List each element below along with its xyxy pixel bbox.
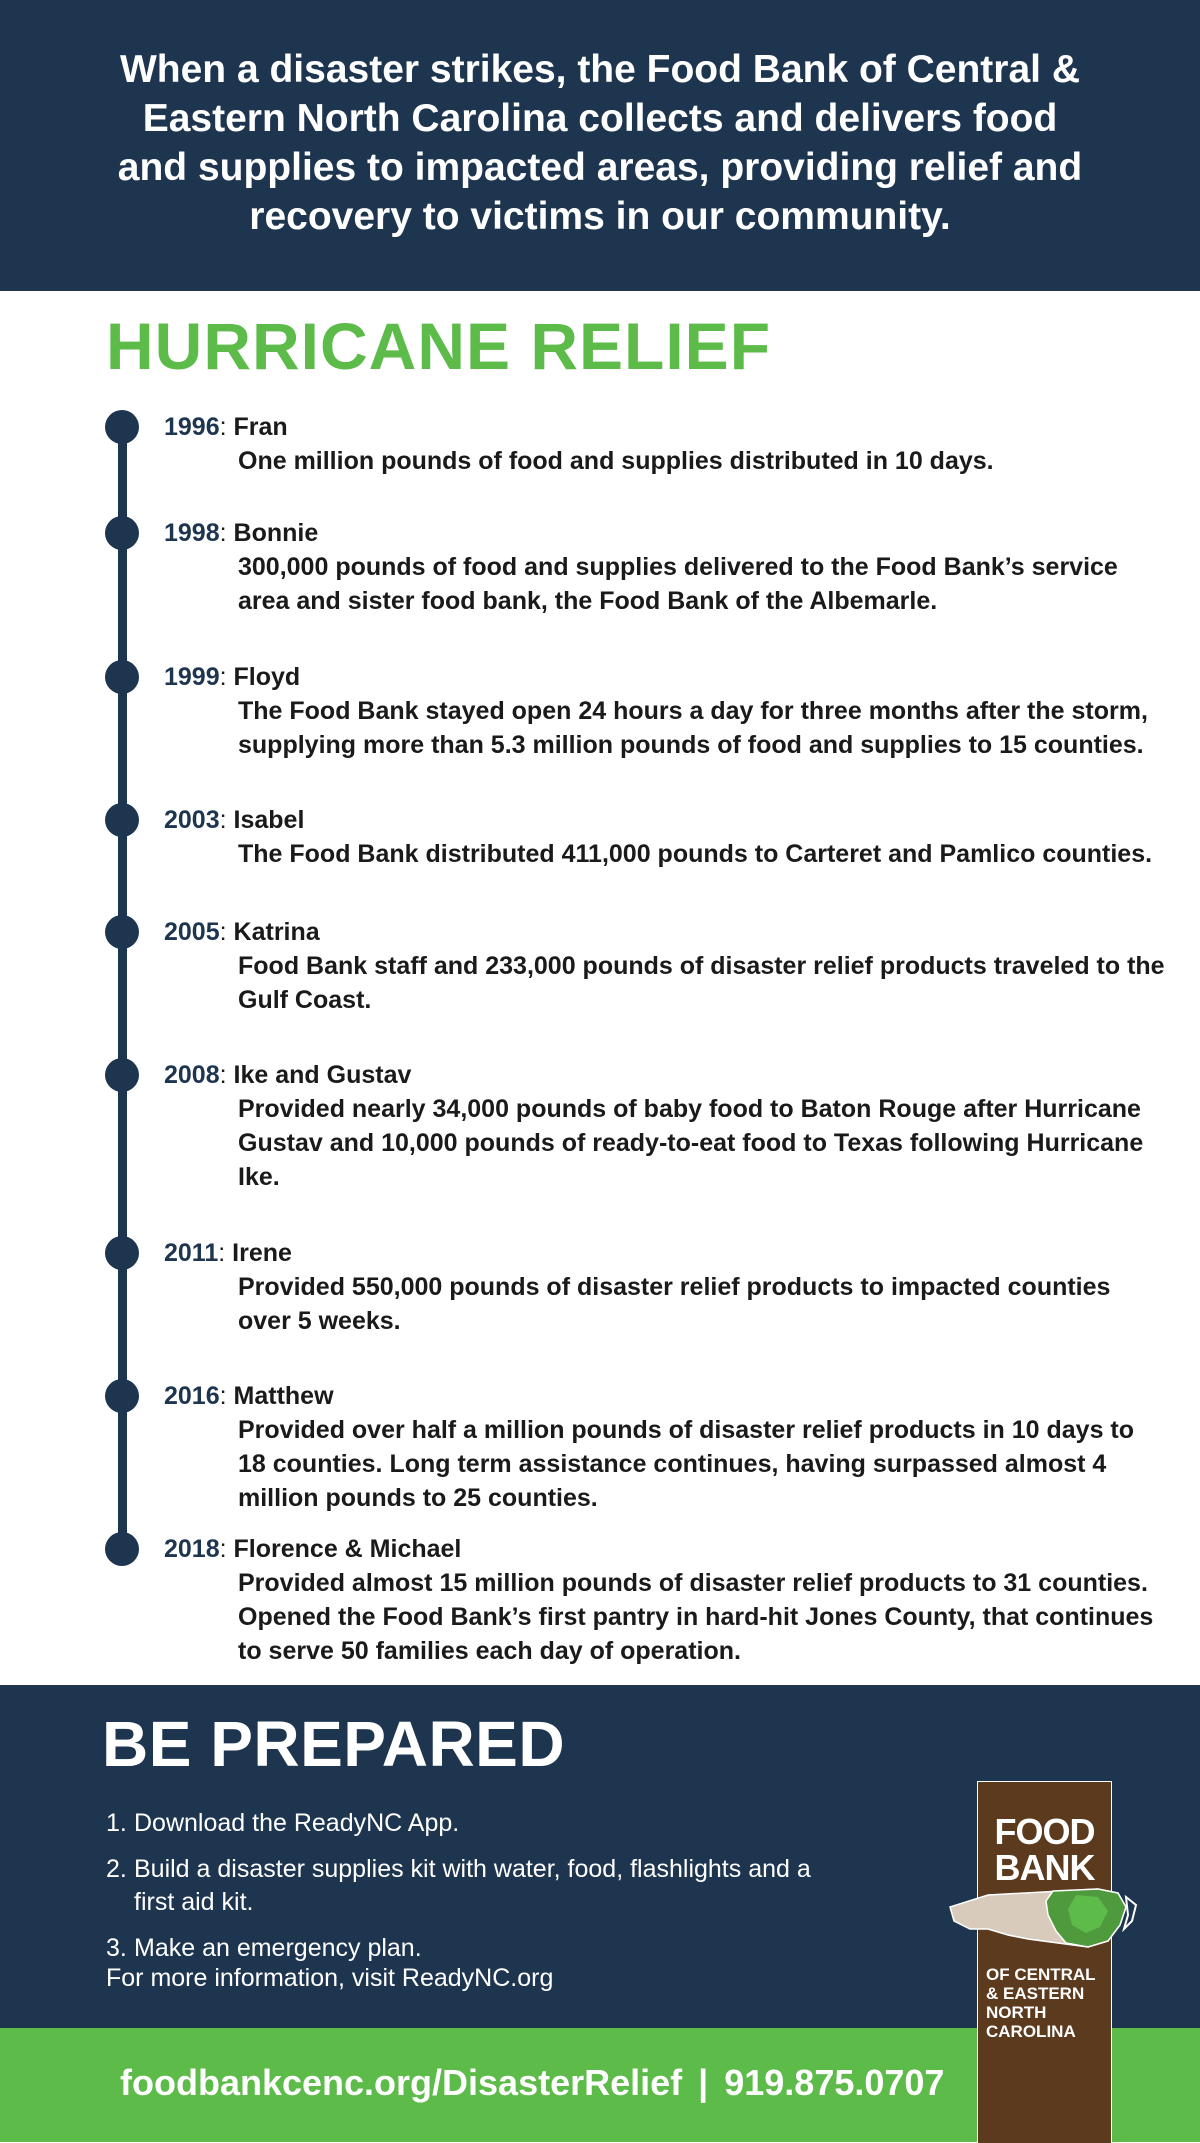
event-description: One million pounds of food and supplies distributed in 10 days.	[238, 447, 994, 475]
event-description: 300,000 pounds of food and supplies delivered to the Food Bank’s service area and sister food bank, the Food Bank of the Albemarle.	[238, 553, 1118, 615]
timeline-dot	[105, 915, 139, 949]
timeline-dot	[105, 410, 139, 444]
step-text: Make an emergency plan.	[134, 1934, 422, 1962]
list-item	[106, 1807, 826, 1840]
timeline-dot	[105, 660, 139, 694]
prepared-steps-list	[106, 1807, 826, 1978]
event-description: The Food Bank distributed 411,000 pounds to Carteret and Pamlico counties.	[238, 840, 1153, 868]
event-year: 2018	[164, 1535, 220, 1563]
step-text: Build a disaster supplies kit with water, food, flashlights and a first aid kit.	[134, 1855, 811, 1916]
event-name: Floyd	[233, 663, 301, 691]
event-name: Bonnie	[233, 519, 319, 547]
event-year: 2005	[164, 918, 220, 946]
timeline-dot	[105, 1236, 139, 1270]
event-description: Provided 550,000 pounds of disaster relief products to impacted counties over 5 weeks.	[238, 1273, 1111, 1335]
be-prepared-title: BE PREPARED	[102, 1708, 566, 1780]
event-name: Irene	[232, 1239, 292, 1267]
footer-separator: |	[698, 2062, 709, 2103]
timeline-dot	[105, 516, 139, 550]
event-description: Provided almost 15 million pounds of disaster relief products to 31 counties. Opened the Food Bank’s first pantry in hard-hit Jones County, that continues to serve 50 families each day of operation.	[238, 1569, 1154, 1665]
intro-text: When a disaster strikes, the Food Bank of Central & Eastern North Carolina collects and delivers food and supplies to impacted areas, providing relief and recovery to victims in our community.	[117, 47, 1083, 238]
step-text: Download the ReadyNC App.	[134, 1809, 460, 1837]
event-name: Katrina	[233, 918, 320, 946]
more-info-text: For more information, visit ReadyNC.org	[106, 1964, 554, 1992]
event-year: 1996	[164, 413, 220, 441]
event-name: Fran	[233, 413, 288, 441]
step-number: 1.	[106, 1809, 127, 1837]
event-name: Isabel	[233, 806, 305, 834]
event-name: Matthew	[233, 1382, 334, 1410]
hurricane-relief-title: HURRICANE RELIEF	[106, 309, 772, 383]
event-year: 2008	[164, 1061, 220, 1089]
event-year: 2003	[164, 806, 220, 834]
intro-banner	[0, 0, 1200, 291]
timeline-dot	[105, 1058, 139, 1092]
food-bank-logo	[977, 1781, 1112, 2143]
event-year: 1999	[164, 663, 220, 691]
step-number: 3.	[106, 1934, 127, 1962]
timeline-dot	[105, 1532, 139, 1566]
list-item	[106, 1932, 826, 1965]
event-year: 2016	[164, 1382, 220, 1410]
event-year: 2011	[164, 1239, 219, 1267]
phone-number[interactable]: 919.875.0707	[724, 2062, 945, 2103]
north-carolina-map-icon	[948, 1885, 1144, 1955]
event-description: Food Bank staff and 233,000 pounds of disaster relief products traveled to the Gulf Coast.	[238, 952, 1165, 1014]
event-name: Ike and Gustav	[233, 1061, 412, 1089]
list-item	[106, 1853, 826, 1919]
logo-title: FOOD BANK	[994, 1811, 1095, 1888]
logo-subtitle: OF CENTRAL & EASTERN NORTH CAROLINA	[986, 1965, 1096, 2041]
event-description: Provided nearly 34,000 pounds of baby food to Baton Rouge after Hurricane Gustav and 10,000 pounds of ready-to-eat food to Texas following Hurricane Ike.	[238, 1095, 1144, 1191]
step-number: 2.	[106, 1855, 127, 1883]
event-description: The Food Bank stayed open 24 hours a day for three months after the storm, supplying more than 5.3 million pounds of food and supplies to 15 counties.	[238, 697, 1148, 759]
event-description: Provided over half a million pounds of disaster relief products in 10 days to 18 counties. Long term assistance continues, having surpassed almost 4 million pounds to 25 counties.	[238, 1416, 1135, 1512]
event-name: Florence & Michael	[233, 1535, 462, 1563]
timeline-dot	[105, 1379, 139, 1413]
website-link[interactable]: foodbankcenc.org/DisasterRelief	[120, 2062, 683, 2103]
event-year: 1998	[164, 519, 220, 547]
timeline-dot	[105, 803, 139, 837]
